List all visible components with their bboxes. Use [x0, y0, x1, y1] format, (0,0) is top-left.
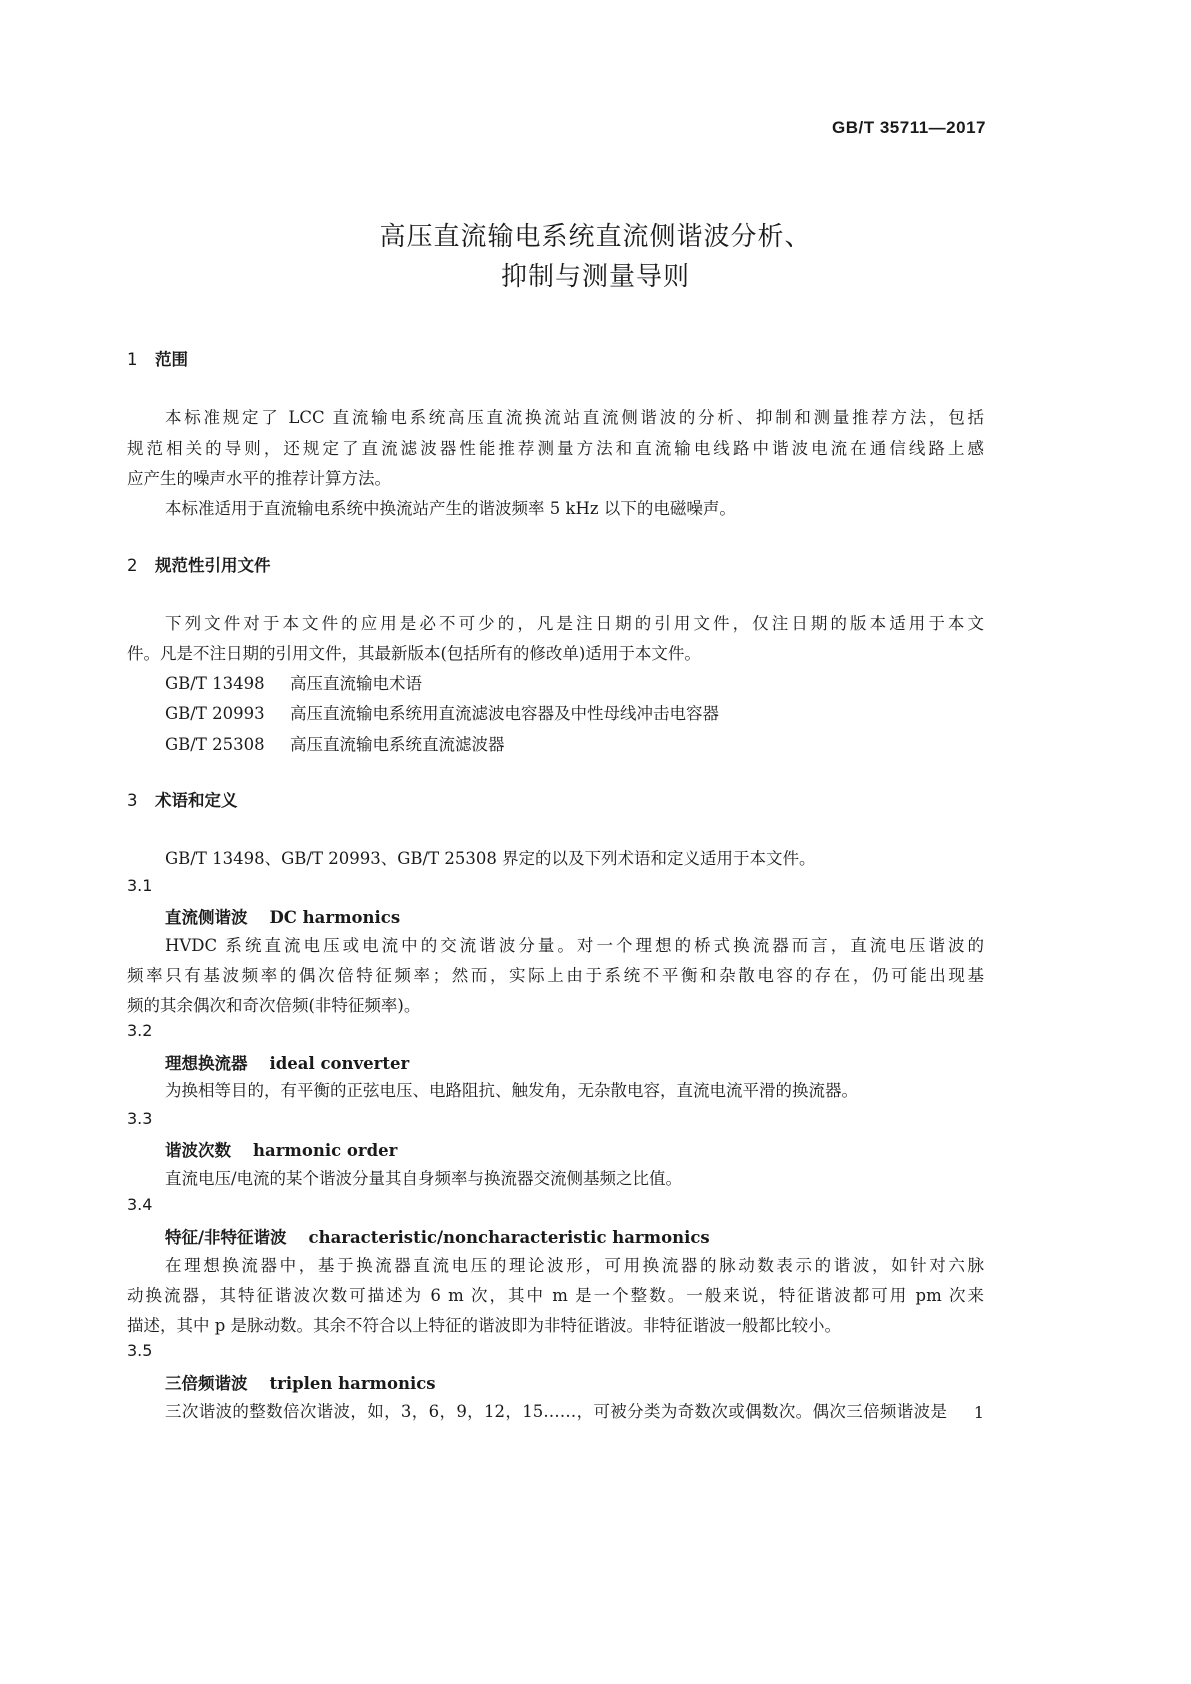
paragraph-line: 下列文件对于本文件的应用是必不可少的，凡是注日期的引用文件，仅注日期的版本适用于本文: [165, 614, 984, 633]
paragraph-line: 应产生的噪声水平的推荐计算方法。: [127, 469, 391, 488]
term-chinese: 特征/非特征谐波: [165, 1228, 287, 1247]
definition-line: HVDC 系统直流电压或电流中的交流谐波分量。对一个理想的桥式换流器而言，直流电压谐波的: [165, 936, 984, 955]
section-3-heading: [127, 787, 238, 811]
term-heading: [165, 1137, 397, 1161]
section-title: 术语和定义: [155, 791, 238, 810]
document-title-line-2: 抑制与测量导则: [500, 262, 690, 292]
definition-line: 动换流器，其特征谐波次数可描述为 6 m 次，其中 m 是一个整数。一般来说，特征谐波都可用 pm 次来: [127, 1286, 984, 1305]
term-number: 3.5: [127, 1341, 153, 1360]
reference-item: [165, 670, 422, 694]
term-chinese: 理想换流器: [165, 1054, 248, 1073]
section-number: 3: [127, 791, 138, 810]
reference-code: GB/T 25308: [165, 735, 265, 754]
reference-code: GB/T 13498: [165, 674, 265, 693]
definition-line: 在理想换流器中，基于换流器直流电压的理论波形，可用换流器的脉动数表示的谐波，如针对六脉: [165, 1256, 984, 1275]
definition-line: 频的其余偶次和奇次倍频(非特征频率)。: [127, 996, 421, 1015]
reference-item: [165, 700, 719, 724]
term-heading: [165, 1050, 409, 1074]
term-english: characteristic/noncharacteristic harmonics: [308, 1228, 710, 1247]
term-number: 3.4: [127, 1195, 153, 1214]
definition-line: 描述，其中 p 是脉动数。其余不符合以上特征的谐波即为非特征谐波。非特征谐波一般都比较小。: [127, 1316, 842, 1335]
definition-line: 三次谐波的整数倍次谐波，如，3，6，9，12，15……，可被分类为奇数次或偶数次。偶次三倍频谐波是: [165, 1402, 947, 1421]
term-heading: [165, 904, 400, 928]
reference-item: [165, 731, 505, 755]
term-heading: [165, 1370, 436, 1394]
term-english: ideal converter: [269, 1054, 410, 1073]
definition-line: 直流电压/电流的某个谐波分量其自身频率与换流器交流侧基频之比值。: [165, 1169, 683, 1188]
section-2-heading: [127, 552, 271, 576]
term-chinese: 谐波次数: [165, 1141, 231, 1160]
section-number: 1: [127, 350, 138, 369]
term-chinese: 三倍频谐波: [165, 1374, 248, 1393]
term-english: triplen harmonics: [269, 1374, 436, 1393]
paragraph-line: 本标准规定了 LCC 直流输电系统高压直流换流站直流侧谐波的分析、抑制和测量推荐方法，包括: [165, 408, 984, 427]
reference-title: 高压直流输电系统直流滤波器: [290, 735, 505, 754]
paragraph-line: 规范相关的导则，还规定了直流滤波器性能推荐测量方法和直流输电线路中谐波电流在通信线路上感: [127, 439, 984, 458]
document-title-line-1: 高压直流输电系统直流侧谐波分析、: [379, 222, 812, 252]
term-english: harmonic order: [253, 1141, 398, 1160]
section-1-heading: [127, 346, 188, 370]
term-heading: [165, 1224, 710, 1248]
section-title: 范围: [155, 350, 188, 369]
definition-line: 为换相等目的，有平衡的正弦电压、电路阻抗、触发角，无杂散电容，直流电流平滑的换流器。: [165, 1081, 858, 1100]
definition-line: 频率只有基波频率的偶次倍特征频率；然而，实际上由于系统不平衡和杂散电容的存在，仍可能出现基: [127, 966, 984, 985]
paragraph-line: 本标准适用于直流输电系统中换流站产生的谐波频率 5 kHz 以下的电磁噪声。: [165, 499, 736, 518]
paragraph-line: GB/T 13498、GB/T 20993、GB/T 25308 界定的以及下列术语和定义适用于本文件。: [165, 849, 816, 868]
page-number: 1: [973, 1403, 984, 1422]
paragraph-line: 件。凡是不注日期的引用文件，其最新版本(包括所有的修改单)适用于本文件。: [127, 644, 701, 663]
reference-title: 高压直流输电术语: [290, 674, 422, 693]
section-title: 规范性引用文件: [155, 556, 271, 575]
reference-title: 高压直流输电系统用直流滤波电容器及中性母线冲击电容器: [290, 704, 719, 723]
term-english: DC harmonics: [269, 908, 401, 927]
term-chinese: 直流侧谐波: [165, 908, 248, 927]
term-number: 3.1: [127, 876, 153, 895]
term-number: 3.2: [127, 1021, 153, 1040]
section-number: 2: [127, 556, 138, 575]
term-number: 3.3: [127, 1109, 153, 1128]
document-code: GB/T 35711—2017: [832, 118, 986, 137]
reference-code: GB/T 20993: [165, 704, 265, 723]
